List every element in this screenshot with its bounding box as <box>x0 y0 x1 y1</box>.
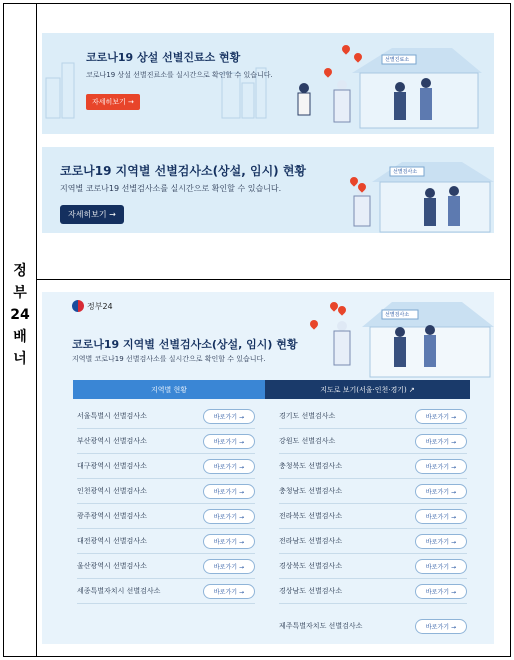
side-char: 너 <box>13 351 27 367</box>
go-button[interactable]: 바로가기 → <box>203 509 255 524</box>
go-button[interactable]: 바로가기 → <box>203 584 255 599</box>
banner-subtitle: 지역별 코로나19 선별검사소를 실시간으로 확인할 수 있습니다. <box>60 184 282 193</box>
gov24-logo <box>72 300 113 312</box>
go-button[interactable]: 바로가기 → <box>415 409 467 424</box>
region-name: 대전광역시 선별검사소 <box>77 537 147 545</box>
region-name: 경상남도 선별검사소 <box>279 587 343 595</box>
go-button[interactable]: 바로가기 → <box>203 459 255 474</box>
go-button[interactable]: 바로가기 → <box>203 484 255 499</box>
gov24-full-banner <box>42 292 494 644</box>
column-divider <box>36 3 37 657</box>
list-item <box>77 529 255 554</box>
list-item <box>279 429 467 454</box>
list-item <box>279 554 467 579</box>
region-list-left <box>77 404 255 604</box>
side-char: 배 <box>13 329 27 345</box>
region-list-right <box>279 404 467 644</box>
list-item <box>77 579 255 604</box>
banner-title: 코로나19 지역별 선별검사소(상설, 임시) 현황 <box>72 338 298 351</box>
list-item <box>279 504 467 529</box>
region-name: 인천광역시 선별검사소 <box>77 487 147 495</box>
list-item <box>279 579 467 604</box>
side-char: 24 <box>10 307 30 323</box>
list-item <box>77 404 255 429</box>
go-button[interactable]: 바로가기 → <box>415 534 467 549</box>
banner-subtitle: 지역별 코로나19 선별검사소를 실시간으로 확인할 수 있습니다. <box>72 355 266 363</box>
region-name: 전라북도 선별검사소 <box>279 512 343 520</box>
detail-button[interactable]: 자세히보기 → <box>60 205 124 224</box>
side-char: 정 <box>13 263 27 279</box>
logo-text: 정부24 <box>87 301 113 311</box>
detail-button[interactable]: 자세히보기 → <box>86 94 140 110</box>
region-name: 광주광역시 선별검사소 <box>77 512 147 520</box>
row-divider <box>36 279 511 280</box>
list-item <box>279 404 467 429</box>
region-name: 전라남도 선별검사소 <box>279 537 343 545</box>
banner-screening-station[interactable] <box>42 147 494 233</box>
tab-map-view[interactable]: 지도로 보기(서울·인천·경기) ↗ <box>265 380 470 399</box>
go-button[interactable]: 바로가기 → <box>415 559 467 574</box>
go-button[interactable]: 바로가기 → <box>415 459 467 474</box>
tab-regional-status[interactable]: 지역별 현황 <box>73 380 265 399</box>
region-name: 경기도 선별검사소 <box>279 412 336 420</box>
region-name: 울산광역시 선별검사소 <box>77 562 147 570</box>
tent-sign: 선별검사소 <box>385 312 410 318</box>
side-label <box>6 262 34 368</box>
list-item <box>77 554 255 579</box>
go-button[interactable]: 바로가기 → <box>415 484 467 499</box>
list-item <box>77 504 255 529</box>
region-name: 서울특별시 선별검사소 <box>77 412 147 420</box>
region-name: 제주특별자치도 선별검사소 <box>279 622 363 630</box>
go-button[interactable]: 바로가기 → <box>203 434 255 449</box>
taegeuk-icon <box>72 300 84 312</box>
tent-sign: 선별검사소 <box>393 169 418 175</box>
list-item <box>279 479 467 504</box>
region-name: 강원도 선별검사소 <box>279 437 336 445</box>
tab-bar <box>73 380 470 399</box>
banner-screening-clinic[interactable] <box>42 33 494 134</box>
list-item <box>279 529 467 554</box>
banner-title: 코로나19 지역별 선별검사소(상설, 임시) 현황 <box>60 164 307 178</box>
region-name: 충청남도 선별검사소 <box>279 487 343 495</box>
region-name: 세종특별자치시 선별검사소 <box>77 587 161 595</box>
banner-subtitle: 코로나19 상설 선별진료소를 실시간으로 확인할 수 있습니다. <box>86 71 273 79</box>
tent-sign: 선별진료소 <box>385 57 410 63</box>
go-button[interactable]: 바로가기 → <box>415 434 467 449</box>
region-name: 경상북도 선별검사소 <box>279 562 343 570</box>
side-char: 부 <box>13 285 27 301</box>
region-name: 충청북도 선별검사소 <box>279 462 343 470</box>
region-name: 대구광역시 선별검사소 <box>77 462 147 470</box>
go-button[interactable]: 바로가기 → <box>415 509 467 524</box>
go-button[interactable]: 바로가기 → <box>415 619 467 634</box>
go-button[interactable]: 바로가기 → <box>415 584 467 599</box>
banner-title: 코로나19 상설 선별진료소 현황 <box>86 51 241 64</box>
list-item <box>279 604 467 644</box>
list-item <box>77 454 255 479</box>
list-item <box>77 479 255 504</box>
list-item <box>279 454 467 479</box>
region-name: 부산광역시 선별검사소 <box>77 437 147 445</box>
go-button[interactable]: 바로가기 → <box>203 559 255 574</box>
go-button[interactable]: 바로가기 → <box>203 409 255 424</box>
list-item <box>77 429 255 454</box>
go-button[interactable]: 바로가기 → <box>203 534 255 549</box>
